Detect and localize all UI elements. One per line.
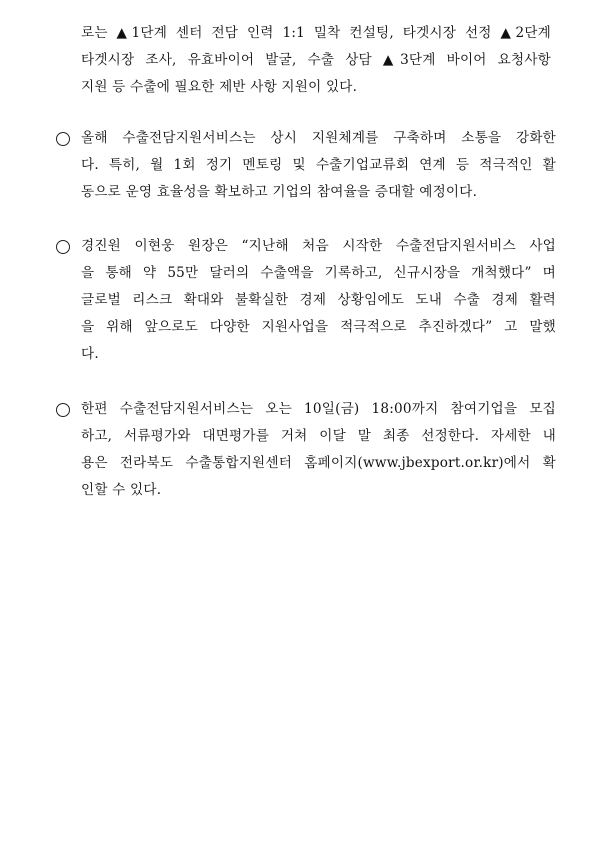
paragraph-quote [56, 233, 556, 368]
text-line: 을 위해 앞으로도 다양한 지원사업을 적극적으로 추진하겠다” 고 말했 [81, 319, 556, 335]
text-line: 지원 등 수출에 필요한 제반 사항 지원이 있다. [81, 79, 358, 95]
circle-bullet-icon [56, 132, 70, 146]
text-line: 하고, 서류평가와 대면평가를 거쳐 이달 말 최종 선정한다. 자세한 내 [81, 428, 556, 444]
paragraph-recruitment [56, 396, 556, 504]
text-line: 로는 ▲1단계 센터 전담 인력 1:1 밀착 컨설팅, 타겟시장 선정 ▲2단계 [81, 25, 551, 41]
circle-bullet-icon [56, 403, 70, 417]
text-line: 경진원 이현웅 원장은 “지난해 처음 시작한 수출전담지원서비스 사업 [81, 238, 556, 254]
paragraph-text [81, 233, 556, 368]
text-line: 올해 수출전담지원서비스는 상시 지원체계를 구축하며 소통을 강화한 [81, 130, 556, 146]
text-line: 글로벌 리스크 확대와 불확실한 경제 상황임에도 도내 수출 경제 활력 [81, 292, 556, 308]
continued-paragraph [81, 20, 551, 101]
circle-bullet-icon [56, 240, 70, 254]
text-line: 인할 수 있다. [81, 482, 162, 498]
text-line: 다. [81, 346, 99, 362]
text-line: 타겟시장 조사, 유효바이어 발굴, 수출 상담 ▲3단계 바이어 요청사항 [81, 52, 551, 68]
paragraph-text [81, 396, 556, 504]
paragraph-plan [56, 125, 556, 206]
paragraph-text [81, 125, 556, 206]
text-line: 한편 수출전담지원서비스는 오는 10일(금) 18:00까지 참여기업을 모집 [81, 401, 556, 417]
text-line: 용은 전라북도 수출통합지원센터 홈페이지(www.jbexport.or.kr)에서 확 [81, 455, 556, 471]
text-line: 다. 특히, 월 1회 정기 멘토링 및 수출기업교류회 연계 등 적극적인 활 [81, 157, 556, 173]
text-line: 동으로 운영 효율성을 확보하고 기업의 참여율을 증대할 예정이다. [81, 184, 478, 200]
text-line: 을 통해 약 55만 달러의 수출액을 기록하고, 신규시장을 개척했다” 며 [81, 265, 556, 281]
